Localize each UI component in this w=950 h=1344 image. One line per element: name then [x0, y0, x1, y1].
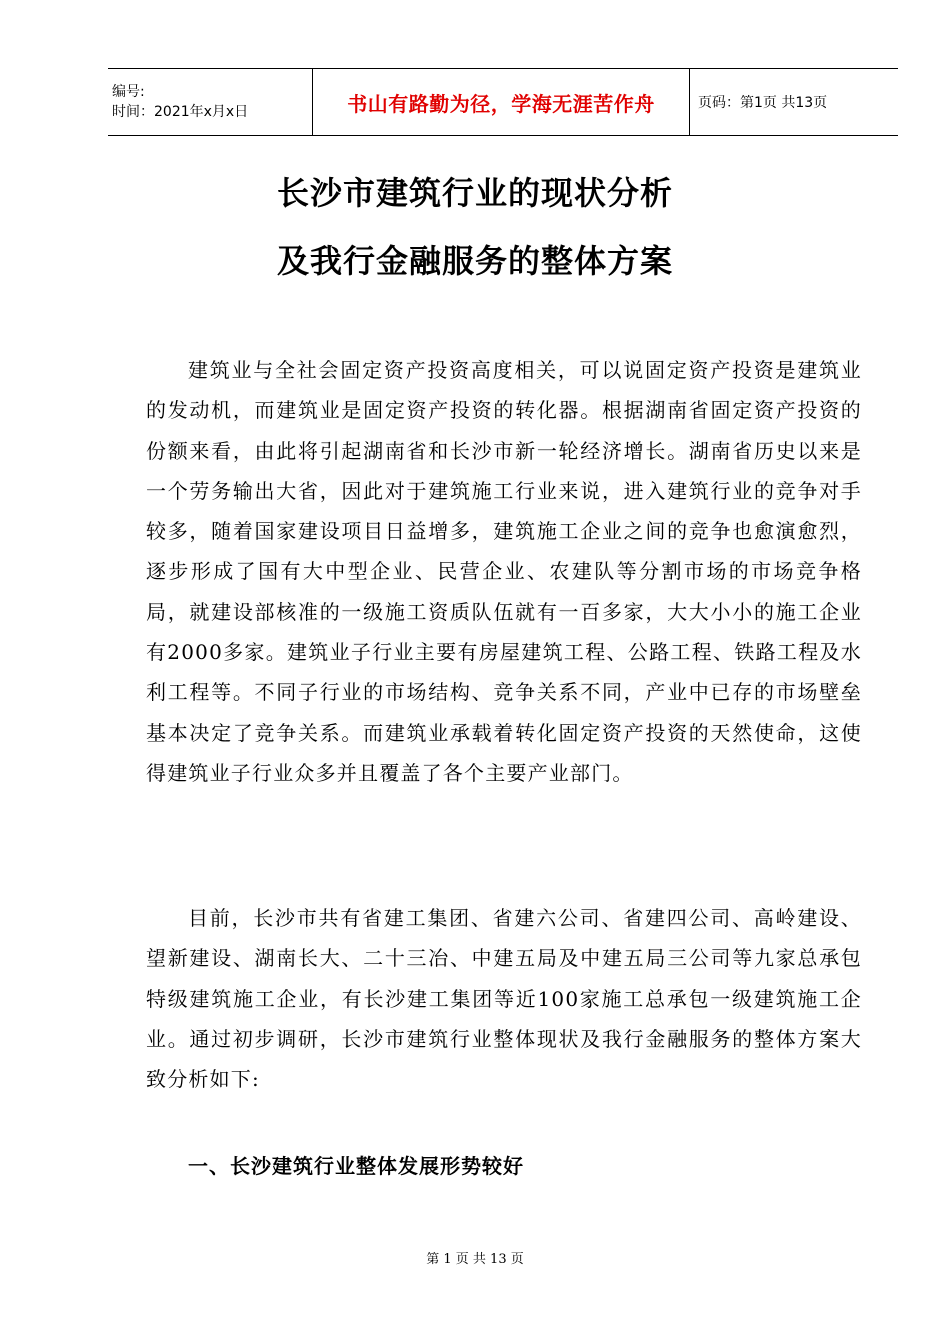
- body-paragraph-2: 目前，长沙市共有省建工集团、省建六公司、省建四公司、高岭建设、望新建设、湖南长大、二十三冶、中建五局及中建五局三公司等九家总承包特级建筑施工企业，有长沙建工集团等近100家施工总承包一级建筑施工企业。通过初步调研，长沙市建筑行业整体现状及我行金融服务的整体方案大致分析如下:: [146, 906, 862, 1092]
- body-paragraph-1: 建筑业与全社会固定资产投资高度相关，可以说固定资产投资是建筑业的发动机，而建筑业是固定资产投资的转化器。根据湖南省固定资产投资的份额来看，由此将引起湖南省和长沙市新一轮经济增长。湖南省历史以来是一个劳务输出大省，因此对于建筑施工行业来说，进入建筑行业的竞争对手较多，随着国家建设项目日益增多，建筑施工企业之间的竞争也愈演愈烈，逐步形成了国有大中型企业、民营企业、农建队等分割市场的市场竞争格局，就建设部核准的一级施工资质队伍就有一百多家，大大小小的施工企业有2000多家。建筑业子行业主要有房屋建筑工程、公路工程、铁路工程及水利工程等。不同子行业的市场结构、竞争关系不同，产业中已存的市场壁垒基本决定了竞争关系。而建筑业承载着转化固定资产投资的天然使命，这使得建筑业子行业众多并且覆盖了各个主要产业部门。: [146, 358, 862, 785]
- header-meta-cell: [108, 69, 313, 136]
- document-title-line2: 及我行金融服务的整体方案: [276, 242, 673, 280]
- section-heading-1: 一、长沙建筑行业整体发展形势较好: [188, 1154, 524, 1178]
- body-paragraph-1-container: [146, 350, 862, 793]
- document-title-line1: 长沙市建筑行业的现状分析: [276, 174, 673, 212]
- doc-number-label: 编号:: [112, 84, 145, 100]
- page-footer: 第 1 页 共 13 页: [426, 1252, 524, 1267]
- header-page-info: 页码：第1页 共13页: [690, 69, 899, 136]
- header-motto: 书山有路勤为径，学海无涯苦作舟: [313, 69, 690, 136]
- document-header: [108, 68, 898, 136]
- time-label: 时间：2021年x月x日: [112, 104, 249, 120]
- body-paragraph-2-container: [146, 898, 862, 1099]
